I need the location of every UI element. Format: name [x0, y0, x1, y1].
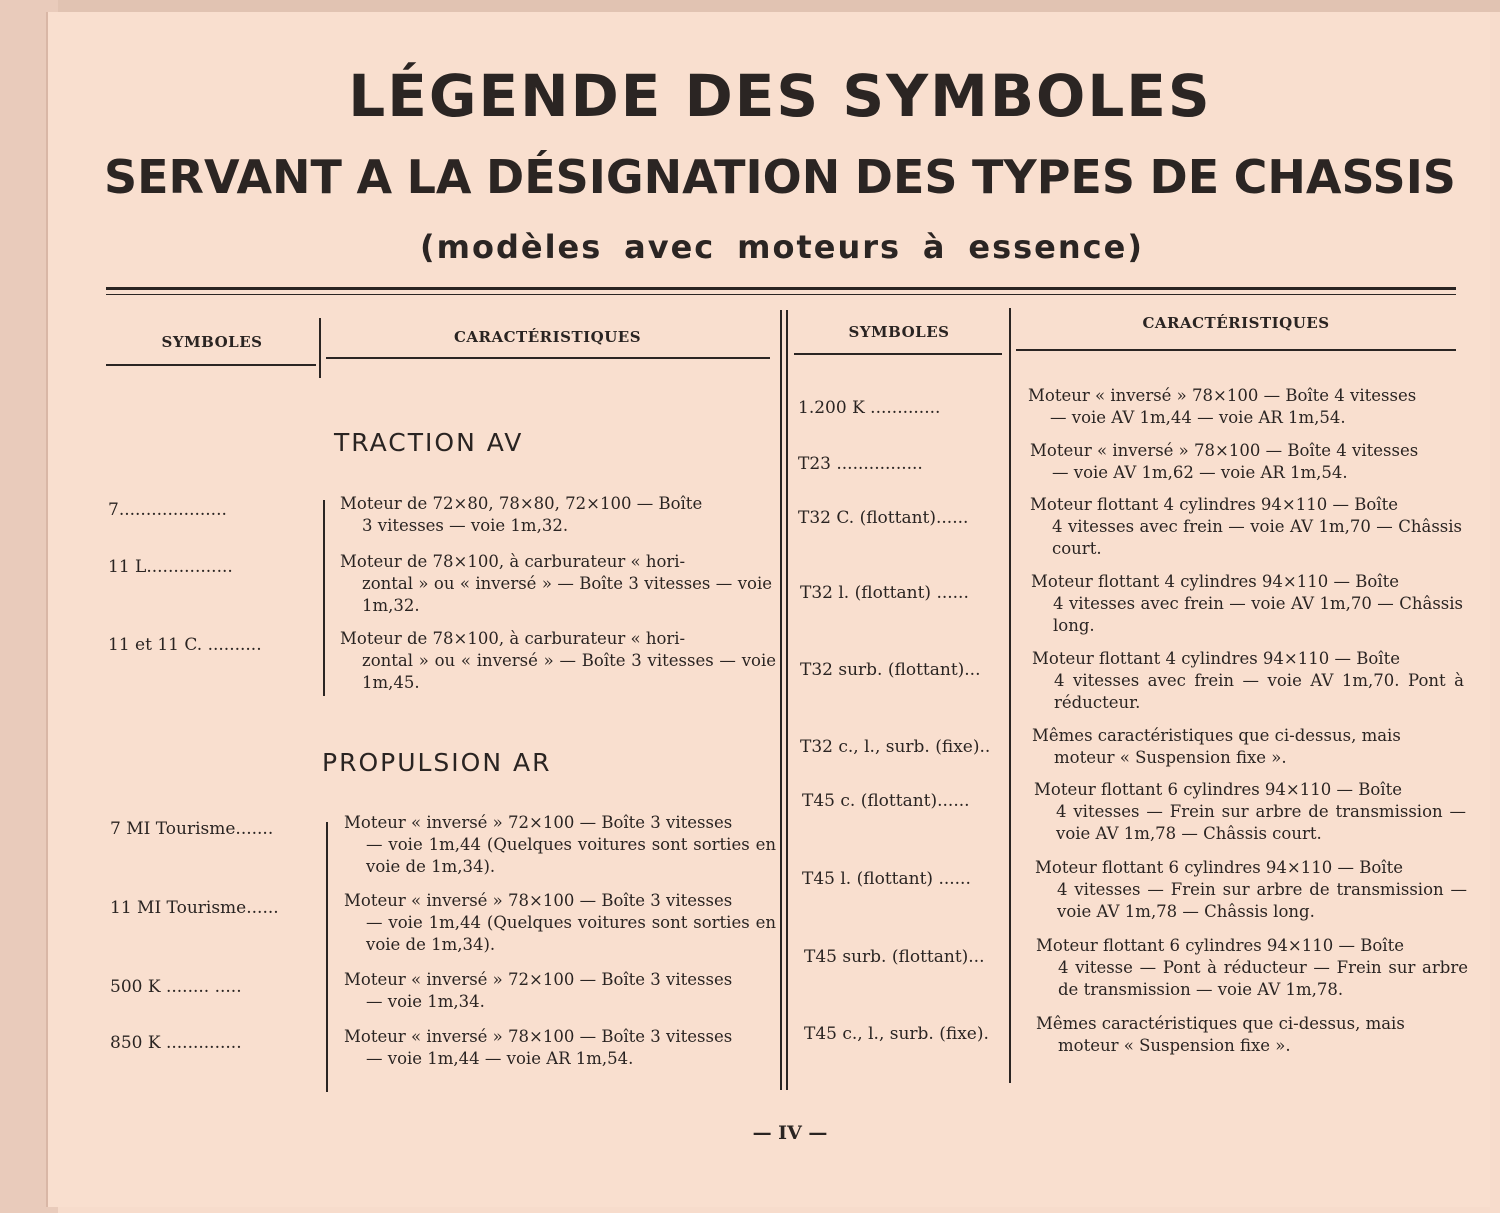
symbol-t32-fixe: T32 c., l., surb. (fixe).. — [800, 737, 991, 757]
note-word: (modèles — [420, 228, 603, 266]
subtitle-word: DES — [854, 150, 958, 204]
section-propulsion-ar: PROPULSION AR — [322, 748, 552, 777]
desc-t45-fixe — [1036, 1013, 1468, 1057]
header-caracteristiques-right: CARACTÉRISTIQUES — [1142, 314, 1330, 332]
header-underline — [106, 364, 316, 366]
page-title: LÉGENDE DES SYMBOLES — [348, 62, 1212, 130]
desc-continuation: moteur « Suspension fixe ». — [1054, 748, 1287, 767]
desc-line: Mêmes caractéristiques que ci-dessus, mais — [1032, 726, 1401, 745]
section-traction-av: TRACTION AV — [334, 428, 524, 457]
header-underline — [1016, 349, 1456, 351]
desc-line: Moteur flottant 6 cylindres 94×110 — Boîte — [1035, 858, 1403, 877]
note-word: à — [922, 228, 947, 266]
desc-continuation: moteur « Suspension fixe ». — [1058, 1036, 1291, 1055]
desc-continuation: — voie 1m,44 (Quelques voitures sont sorties en voie de 1m,34). — [366, 913, 776, 954]
desc-11-l — [340, 551, 772, 617]
desc-continuation: 4 vitesses avec frein — voie AV 1m,70. Pont à réducteur. — [1054, 671, 1464, 712]
desc-continuation: — voie 1m,44 — voie AR 1m,54. — [366, 1049, 634, 1068]
symbol-t45-c-flottant: T45 c. (flottant)...... — [802, 791, 970, 811]
symbol-t23: T23 ................ — [798, 454, 923, 474]
desc-continuation: 3 vitesses — voie 1m,32. — [362, 516, 569, 535]
desc-line: Moteur « inversé » 72×100 — Boîte 3 vitesses — [344, 813, 733, 832]
desc-continuation: — voie 1m,44 (Quelques voitures sont sorties en voie de 1m,34). — [366, 835, 776, 876]
desc-continuation: 4 vitesses avec frein — voie AV 1m,70 — Châssis long. — [1053, 594, 1463, 635]
subtitle-word: A — [356, 150, 393, 204]
desc-11-et-11-c — [340, 628, 776, 694]
symbol-7-mi-tourisme: 7 MI Tourisme....... — [110, 819, 274, 839]
symbol-500-k: 500 K ........ ..... — [110, 977, 242, 997]
page-note — [420, 228, 1144, 266]
symbol-t45-fixe: T45 c., l., surb. (fixe). — [804, 1024, 989, 1044]
symbol-11-mi-tourisme: 11 MI Tourisme...... — [110, 898, 279, 918]
desc-t45-c-flottant — [1034, 779, 1466, 845]
subtitle-word: TYPES — [972, 150, 1135, 204]
subtitle-word: SERVANT — [104, 150, 342, 204]
desc-line: Moteur « inversé » 78×100 — Boîte 3 vitesses — [344, 891, 733, 910]
desc-t32-c-flottant — [1030, 494, 1462, 560]
desc-850-k — [344, 1026, 776, 1070]
desc-7-mi-tourisme — [344, 812, 776, 878]
desc-continuation: 4 vitesse — Pont à réducteur — Frein sur arbre de transmission — voie AV 1m,78. — [1058, 958, 1468, 999]
desc-continuation: — voie AV 1m,44 — voie AR 1m,54. — [1050, 408, 1346, 427]
symbol-t32-c-flottant: T32 C. (flottant)...... — [798, 508, 969, 528]
desc-line: Moteur flottant 4 cylindres 94×110 — Boîte — [1030, 495, 1398, 514]
subtitle-word: LA — [406, 150, 472, 204]
desc-line: Moteur « inversé » 78×100 — Boîte 4 vitesses — [1030, 441, 1419, 460]
desc-line: Moteur « inversé » 78×100 — Boîte 3 vitesses — [344, 1027, 733, 1046]
desc-continuation: 4 vitesses — Frein sur arbre de transmission — voie AV 1m,78 — Châssis long. — [1057, 880, 1467, 921]
desc-continuation: — voie 1m,34. — [366, 992, 485, 1011]
symbol-t45-surb-flottant: T45 surb. (flottant)... — [804, 947, 985, 967]
symbol-7: 7.................... — [108, 500, 227, 520]
header-symboles-left: SYMBOLES — [161, 333, 263, 351]
desc-t45-surb-flottant — [1036, 935, 1468, 1001]
page-number: — IV — — [752, 1122, 828, 1144]
left-col-divider — [319, 318, 321, 378]
desc-continuation: 4 vitesses — Frein sur arbre de transmission — voie AV 1m,78 — Châssis court. — [1056, 802, 1466, 843]
desc-line: Moteur flottant 6 cylindres 94×110 — Boîte — [1036, 936, 1404, 955]
symbol-t32-surb-flottant: T32 surb. (flottant)... — [800, 660, 981, 680]
symbol-11-l: 11 L................ — [108, 557, 233, 577]
desc-1200-k — [1028, 385, 1458, 429]
desc-line: Moteur de 72×80, 78×80, 72×100 — Boîte — [340, 494, 703, 513]
desc-line: Moteur flottant 4 cylindres 94×110 — Boîte — [1031, 572, 1399, 591]
left-group2-divider — [326, 822, 328, 1092]
top-double-rule-2 — [106, 294, 1456, 295]
center-double-divider-1 — [780, 310, 782, 1090]
desc-line: Mêmes caractéristiques que ci-dessus, mais — [1036, 1014, 1405, 1033]
desc-continuation: 4 vitesses avec frein — voie AV 1m,70 — Châssis court. — [1052, 517, 1462, 558]
desc-11-mi-tourisme — [344, 890, 776, 956]
desc-line: Moteur de 78×100, à carburateur « hori- — [340, 552, 686, 571]
header-underline — [794, 353, 1002, 355]
subtitle-word: DÉSIGNATION — [486, 150, 841, 204]
desc-line: Moteur « inversé » 78×100 — Boîte 4 vitesses — [1028, 386, 1417, 405]
header-caracteristiques-left: CARACTÉRISTIQUES — [453, 328, 642, 346]
desc-t32-fixe — [1032, 725, 1464, 769]
desc-t45-l-flottant — [1035, 857, 1467, 923]
page-subtitle — [104, 150, 1456, 204]
center-double-divider-2 — [786, 310, 788, 1090]
desc-t32-surb-flottant — [1032, 648, 1464, 714]
note-word: avec — [624, 228, 716, 266]
desc-t23 — [1030, 440, 1460, 484]
note-word: moteurs — [737, 228, 902, 266]
symbol-1200-k: 1.200 K ............. — [798, 398, 941, 418]
symbol-850-k: 850 K .............. — [110, 1033, 242, 1053]
symbol-t32-l-flottant: T32 l. (flottant) ...... — [800, 583, 969, 603]
top-double-rule-1 — [106, 287, 1456, 290]
header-symboles-right: SYMBOLES — [848, 323, 950, 341]
desc-line: Moteur flottant 4 cylindres 94×110 — Boîte — [1032, 649, 1400, 668]
desc-line: Moteur flottant 6 cylindres 94×110 — Boîte — [1034, 780, 1402, 799]
desc-t32-l-flottant — [1031, 571, 1463, 637]
note-word: essence) — [968, 228, 1144, 266]
desc-500-k — [344, 969, 776, 1013]
desc-7 — [340, 493, 772, 537]
symbol-t45-l-flottant: T45 l. (flottant) ...... — [802, 869, 971, 889]
desc-line: Moteur « inversé » 72×100 — Boîte 3 vitesses — [344, 970, 733, 989]
desc-continuation: — voie AV 1m,62 — voie AR 1m,54. — [1052, 463, 1348, 482]
page-top-edge — [0, 0, 1500, 12]
left-group1-divider — [323, 500, 325, 696]
desc-continuation: zontal » ou « inversé » — Boîte 3 vitesses — voie 1m,32. — [362, 574, 772, 615]
subtitle-word: CHASSIS — [1233, 150, 1456, 204]
header-underline — [326, 357, 770, 359]
subtitle-word: DE — [1149, 150, 1220, 204]
desc-continuation: zontal » ou « inversé » — Boîte 3 vitesses — voie 1m,45. — [362, 651, 776, 692]
symbol-11-et-11-c: 11 et 11 C. .......... — [108, 635, 262, 655]
desc-line: Moteur de 78×100, à carburateur « hori- — [340, 629, 686, 648]
